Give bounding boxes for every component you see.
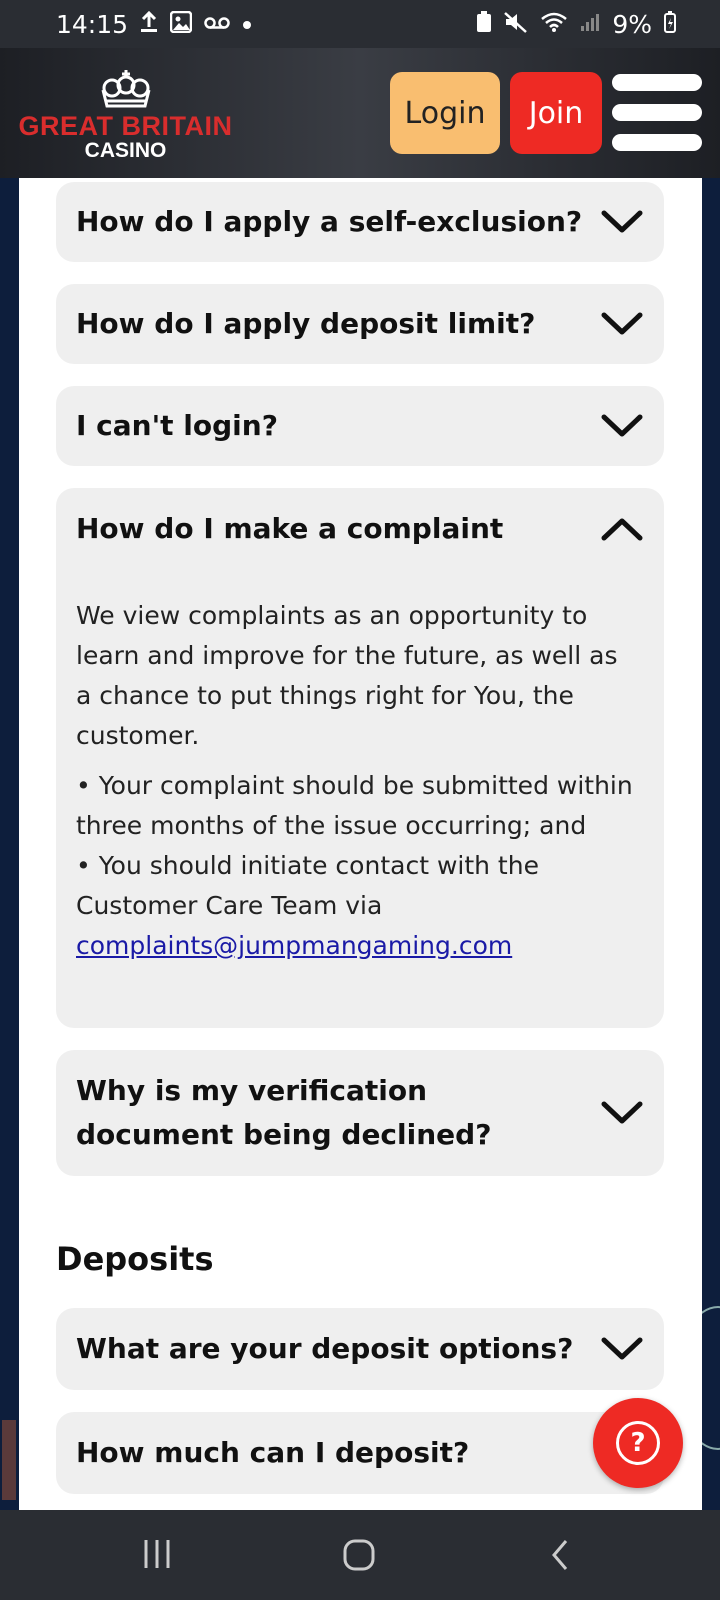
faq-content-panel [19, 178, 702, 1510]
battery-icon [664, 11, 676, 38]
login-button[interactable]: Login [390, 72, 500, 154]
home-icon[interactable] [342, 1538, 376, 1574]
wifi-icon [540, 11, 568, 38]
chevron-down-icon[interactable] [600, 209, 644, 235]
faq-question: How do I apply a self-exclusion? [76, 205, 583, 238]
status-left [56, 10, 252, 39]
help-question-icon: ? [616, 1421, 660, 1465]
background-right-strip [702, 178, 720, 1510]
status-time: 14:15 [56, 9, 129, 39]
hamburger-menu-icon[interactable] [612, 74, 702, 152]
site-header [0, 48, 720, 178]
faq-item[interactable] [56, 1308, 664, 1390]
faq-item[interactable] [56, 284, 664, 364]
faq-question: What are your deposit options? [76, 1332, 574, 1365]
status-bar [0, 0, 720, 48]
chevron-down-icon[interactable] [600, 1336, 644, 1362]
faq-item[interactable] [56, 386, 664, 466]
answer-bullet: • Your complaint should be submitted within three months of the issue occurring; and [76, 771, 633, 840]
faq-question: How much can I deposit? [76, 1436, 470, 1469]
answer-bullet [76, 846, 634, 966]
battery-saver-icon [476, 11, 492, 38]
faq-question: I can't login? [76, 409, 278, 442]
image-icon [170, 11, 192, 38]
chevron-down-icon[interactable] [600, 311, 644, 337]
upload-icon [140, 11, 158, 38]
voicemail-icon [204, 13, 230, 35]
chevron-down-icon[interactable] [600, 413, 644, 439]
chevron-down-icon[interactable] [600, 1100, 644, 1126]
section-title-deposits: Deposits [56, 1240, 214, 1278]
join-button[interactable]: Join [510, 72, 602, 154]
status-right [476, 10, 676, 39]
site-logo[interactable] [18, 68, 233, 163]
faq-item[interactable] [56, 182, 664, 262]
faq-question: How do I apply deposit limit? [76, 307, 536, 340]
faq-question: How do I make a complaint [76, 512, 504, 545]
logo-text-primary: GREAT BRITAIN [18, 111, 233, 141]
mute-icon [504, 11, 528, 38]
faq-question: Why is my verification document being declined? [76, 1074, 492, 1151]
crown-icon [18, 68, 233, 110]
chevron-up-icon[interactable] [600, 516, 644, 542]
signal-icon [580, 12, 600, 37]
system-nav-bar [0, 1510, 720, 1600]
help-button[interactable] [593, 1398, 683, 1488]
back-icon[interactable] [550, 1538, 570, 1574]
complaints-email-link[interactable]: complaints@jumpmangaming.com [76, 931, 513, 960]
battery-percent: 9% [612, 9, 652, 39]
dot-icon [242, 13, 252, 35]
faq-answer [76, 596, 634, 966]
faq-item-expanded[interactable] [56, 488, 664, 1028]
faq-item[interactable] [56, 1050, 664, 1176]
answer-bullet-text: • You should initiate contact with the Customer Care Team via [76, 851, 539, 920]
logo-text-secondary: CASINO [84, 139, 167, 162]
recent-apps-icon[interactable] [142, 1538, 172, 1574]
answer-paragraph: We view complaints as an opportunity to learn and improve for the future, as well as a chance to put things right for You, the customer. [76, 601, 618, 750]
faq-item[interactable] [56, 1412, 664, 1494]
background-left-strip [0, 178, 19, 1510]
